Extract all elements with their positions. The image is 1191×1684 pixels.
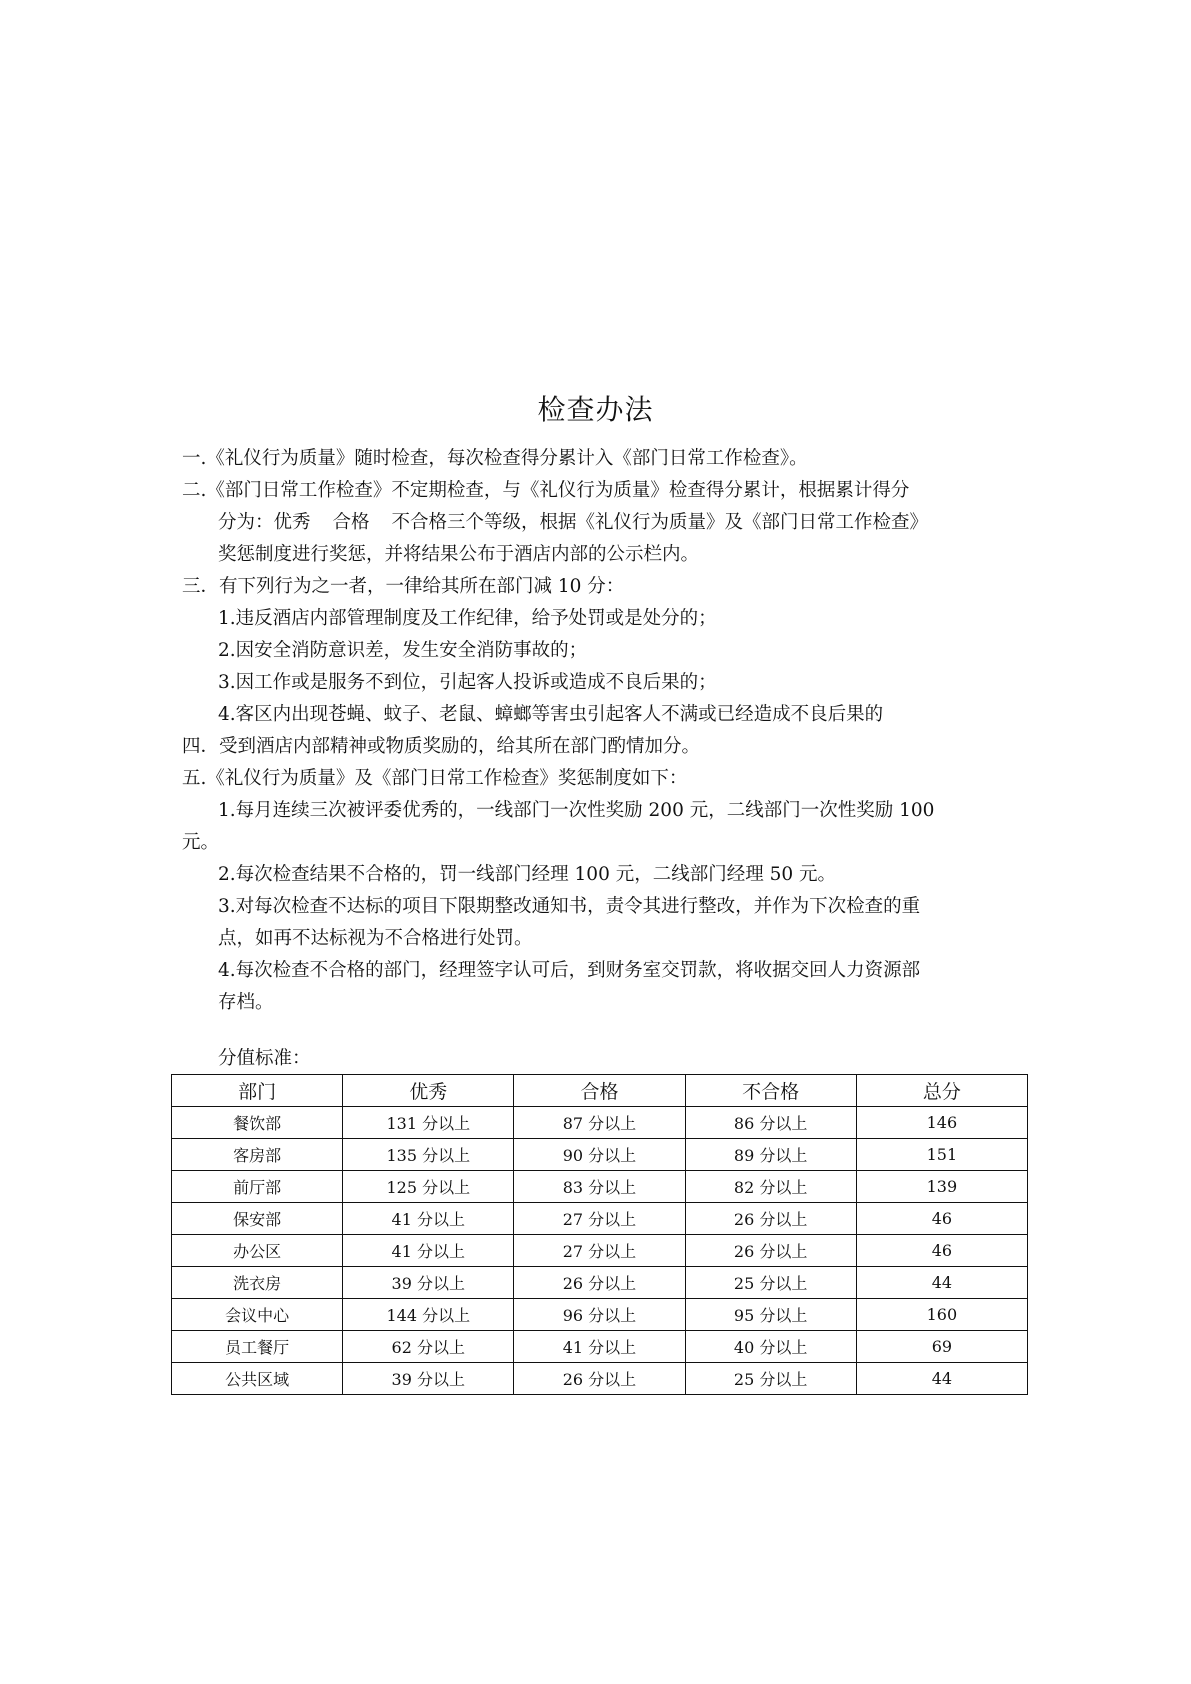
rule-2-line-3: 奖惩制度进行奖惩，并将结果公布于酒店内部的公示栏内。 — [218, 544, 700, 565]
rule-1: 一.《礼仪行为质量》随时检查，每次检查得分累计入《部门日常工作检查》。 — [182, 448, 808, 469]
table-row — [172, 1299, 1028, 1331]
cell-excellent: 131 分以上 — [343, 1107, 514, 1139]
cell-fail: 26 分以上 — [685, 1203, 856, 1235]
rule-5-item-1-line-1: 1.每月连续三次被评委优秀的，一线部门一次性奖励 200 元，二线部门一次性奖励 100 — [218, 800, 935, 821]
rule-5-item-1-line-2: 元。 — [182, 832, 220, 853]
cell-fail: 25 分以上 — [685, 1363, 856, 1395]
table-row — [172, 1235, 1028, 1267]
rule-5-item-4-line-2: 存档。 — [218, 992, 274, 1013]
table-row — [172, 1267, 1028, 1299]
header-department: 部门 — [172, 1075, 343, 1107]
cell-pass: 41 分以上 — [514, 1331, 685, 1363]
rule-5-item-2: 2.每次检查结果不合格的，罚一线部门经理 100 元，二线部门经理 50 元。 — [218, 864, 837, 885]
table-row — [172, 1139, 1028, 1171]
cell-pass: 87 分以上 — [514, 1107, 685, 1139]
grade-fail-text: 不合格三个等级，根据《礼仪行为质量》及《部门日常工作检查》 — [391, 512, 929, 533]
table-row — [172, 1331, 1028, 1363]
cell-fail: 26 分以上 — [685, 1235, 856, 1267]
cell-department: 洗衣房 — [172, 1267, 343, 1299]
cell-excellent: 41 分以上 — [343, 1235, 514, 1267]
rule-5-item-4-line-1: 4.每次检查不合格的部门，经理签字认可后，到财务室交罚款，将收据交回人力资源部 — [218, 960, 921, 981]
cell-total: 46 — [856, 1235, 1027, 1267]
cell-fail: 40 分以上 — [685, 1331, 856, 1363]
cell-fail: 82 分以上 — [685, 1171, 856, 1203]
cell-department: 员工餐厅 — [172, 1331, 343, 1363]
cell-department: 办公区 — [172, 1235, 343, 1267]
rule-2-line-2 — [218, 507, 928, 539]
cell-fail: 89 分以上 — [685, 1139, 856, 1171]
cell-department: 保安部 — [172, 1203, 343, 1235]
cell-excellent: 41 分以上 — [343, 1203, 514, 1235]
rule-2-line-1: 二.《部门日常工作检查》不定期检查，与《礼仪行为质量》检查得分累计，根据累计得分 — [182, 480, 910, 501]
cell-total: 44 — [856, 1363, 1027, 1395]
grade-pass-text: 合格 — [332, 512, 370, 533]
cell-excellent: 39 分以上 — [343, 1267, 514, 1299]
header-excellent: 优秀 — [343, 1075, 514, 1107]
cell-total: 160 — [856, 1299, 1027, 1331]
cell-total: 69 — [856, 1331, 1027, 1363]
rule-3-item-4: 4.客区内出现苍蝇、蚊子、老鼠、蟑螂等害虫引起客人不满或已经造成不良后果的 — [218, 704, 884, 725]
cell-total: 146 — [856, 1107, 1027, 1139]
table-header-row — [172, 1075, 1028, 1107]
cell-department: 公共区域 — [172, 1363, 343, 1395]
cell-pass: 90 分以上 — [514, 1139, 685, 1171]
rule-5-item-3-line-1: 3.对每次检查不达标的项目下限期整改通知书，责令其进行整改，并作为下次检查的重 — [218, 896, 921, 917]
cell-department: 客房部 — [172, 1139, 343, 1171]
cell-pass: 96 分以上 — [514, 1299, 685, 1331]
table-label: 分值标准： — [218, 1048, 311, 1069]
score-table — [171, 1074, 1028, 1395]
grade-excellent-text: 分为：优秀 — [218, 512, 311, 533]
cell-department: 会议中心 — [172, 1299, 343, 1331]
rule-3-item-3: 3.因工作或是服务不到位，引起客人投诉或造成不良后果的； — [218, 672, 717, 693]
rule-3-item-1: 1.违反酒店内部管理制度及工作纪律，给予处罚或是处分的； — [218, 608, 717, 629]
cell-total: 139 — [856, 1171, 1027, 1203]
cell-pass: 27 分以上 — [514, 1235, 685, 1267]
cell-excellent: 39 分以上 — [343, 1363, 514, 1395]
cell-fail: 95 分以上 — [685, 1299, 856, 1331]
rule-3-item-2: 2.因安全消防意识差，发生安全消防事故的； — [218, 640, 588, 661]
header-pass: 合格 — [514, 1075, 685, 1107]
cell-total: 151 — [856, 1139, 1027, 1171]
table-row — [172, 1107, 1028, 1139]
cell-fail: 86 分以上 — [685, 1107, 856, 1139]
header-fail: 不合格 — [685, 1075, 856, 1107]
cell-pass: 83 分以上 — [514, 1171, 685, 1203]
rule-5-item-3-line-2: 点，如再不达标视为不合格进行处罚。 — [218, 928, 533, 949]
cell-pass: 26 分以上 — [514, 1363, 685, 1395]
cell-total: 46 — [856, 1203, 1027, 1235]
cell-pass: 26 分以上 — [514, 1267, 685, 1299]
cell-excellent: 144 分以上 — [343, 1299, 514, 1331]
table-row — [172, 1203, 1028, 1235]
cell-excellent: 135 分以上 — [343, 1139, 514, 1171]
rule-3: 三．有下列行为之一者，一律给其所在部门减 10 分： — [182, 576, 625, 597]
header-total: 总分 — [856, 1075, 1027, 1107]
table-row — [172, 1363, 1028, 1395]
rule-5: 五.《礼仪行为质量》及《部门日常工作检查》奖惩制度如下： — [182, 768, 688, 789]
cell-total: 44 — [856, 1267, 1027, 1299]
rule-4: 四．受到酒店内部精神或物质奖励的，给其所在部门酌情加分。 — [182, 736, 701, 757]
table-row — [172, 1171, 1028, 1203]
cell-pass: 27 分以上 — [514, 1203, 685, 1235]
cell-excellent: 125 分以上 — [343, 1171, 514, 1203]
page-title: 检查办法 — [537, 393, 654, 426]
cell-department: 前厅部 — [172, 1171, 343, 1203]
cell-excellent: 62 分以上 — [343, 1331, 514, 1363]
cell-department: 餐饮部 — [172, 1107, 343, 1139]
cell-fail: 25 分以上 — [685, 1267, 856, 1299]
